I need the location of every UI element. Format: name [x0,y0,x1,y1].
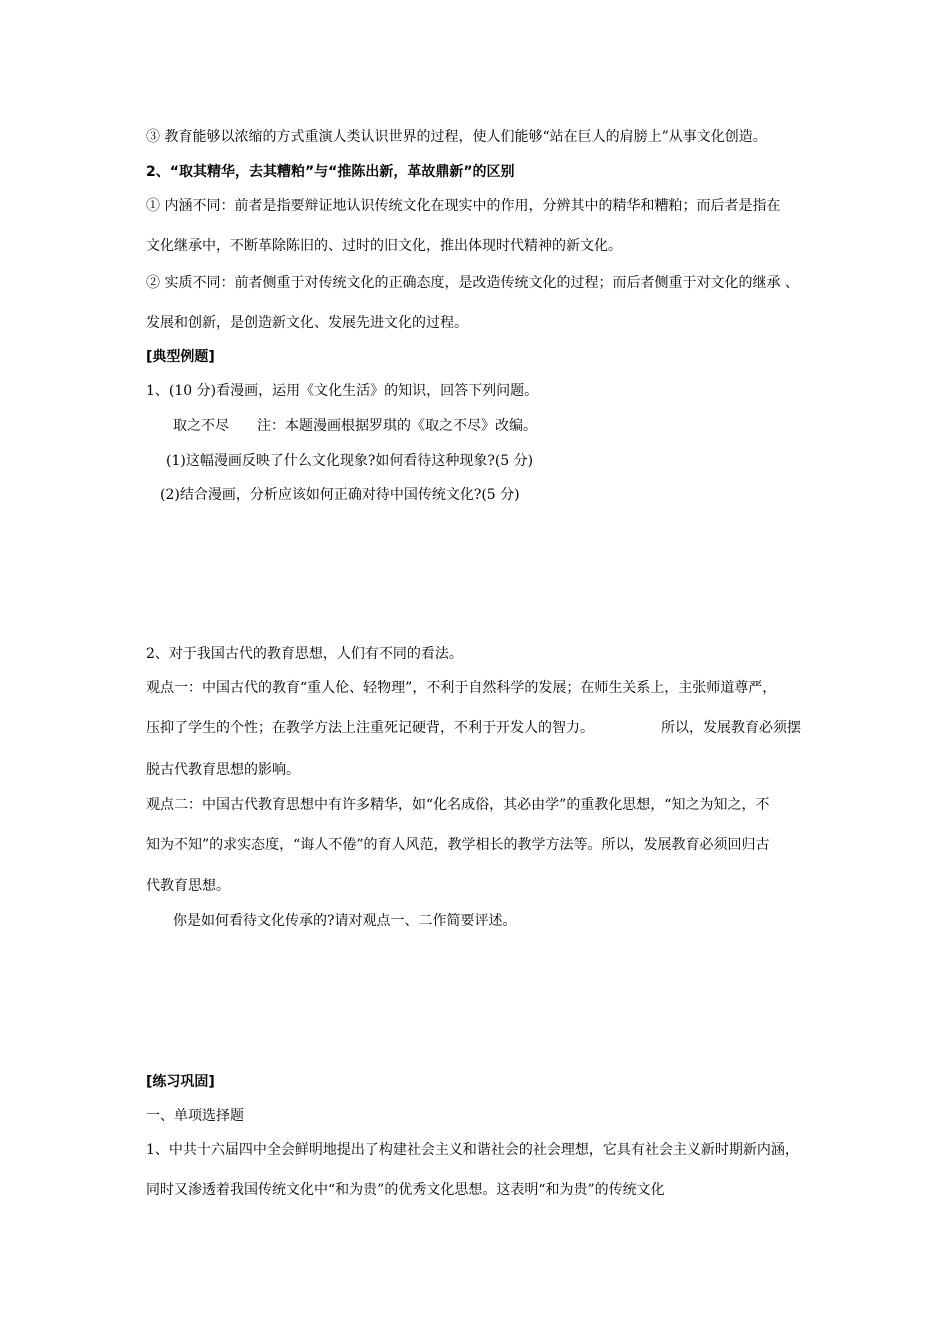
point-item-3: ③ 教育能够以浓缩的方式重演人类认识世界的过程，使人们能够“站在巨人的肩膀上”从事文化创造。 [146,129,767,145]
practice-question-1-line2: 同时又渗透着我国传统文化中“和为贵”的优秀文化思想。这表明“和为贵”的传统文化 [146,1182,665,1198]
point-essence-line1: ② 实质不同：前者侧重于对传统文化的正确态度，是改造传统文化的过程；而后者侧重于对文化的继承 、 [146,275,799,291]
practice-section-title: 一、单项选择题 [146,1108,244,1124]
example-question-1: 1、(10 分)看漫画，运用《文化生活》的知识，回答下列问题。 [146,383,539,399]
viewpoint-1-line2 [146,718,801,738]
point-connotation-line1: ① 内涵不同：前者是指要辩证地认识传统文化在现实中的作用，分辨其中的精华和糟粕；而后者是指在 [146,198,781,214]
point-essence-line2: 发展和创新，是创造新文化、发展先进文化的过程。 [146,315,468,331]
section-heading-2: 2、“取其精华，去其糟粕”与“推陈出新，革故鼎新”的区别 [146,164,515,180]
practice-heading: [练习巩固] [146,1074,215,1090]
examples-heading: [典型例题] [146,349,215,365]
example-question-2: 2、对于我国古代的教育思想，人们有不同的看法。 [146,646,463,662]
viewpoint-1-line3: 脱古代教育思想的影响。 [146,762,300,778]
example-question-1-sub1: (1)这幅漫画反映了什么文化现象?如何看待这种现象?(5 分) [166,453,534,469]
example-question-1-sub2: (2)结合漫画，分析应该如何正确对待中国传统文化?(5 分) [160,487,520,503]
point-connotation-line2: 文化继承中，不断革除陈旧的、过时的旧文化，推出体现时代精神的新文化。 [146,238,622,254]
practice-question-1-line1: 1、中共十六届四中全会鲜明地提出了构建社会主义和谐社会的社会理想，它具有社会主义新时期新内涵， [146,1142,799,1158]
example-question-2-prompt: 你是如何看待文化传承的?请对观点一、二作简要评述。 [173,913,517,929]
viewpoint-1-line1: 观点一：中国古代的教育“重人伦、轻物理”，不利于自然科学的发展；在师生关系上，主张师道尊严， [146,680,777,696]
cartoon-caption: 取之不尽 注：本题漫画根据罗琪的《取之不尽》改编。 [173,418,537,434]
viewpoint-1-line2-start: 压抑了学生的个性；在教学方法上注重死记硬背，不利于开发人的智力。 [146,720,594,736]
viewpoint-2-line1: 观点二：中国古代教育思想中有许多精华，如“化名成俗，其必由学”的重教化思想，“知之为知之，不 [146,797,770,813]
viewpoint-2-line3: 代教育思想。 [146,878,230,894]
viewpoint-1-line2-end: 所以，发展教育必须摆 [661,720,801,736]
viewpoint-2-line2: 知为不知”的求实态度，“诲人不倦”的育人风范，教学相长的教学方法等。所以，发展教育必须回归古 [146,837,770,853]
